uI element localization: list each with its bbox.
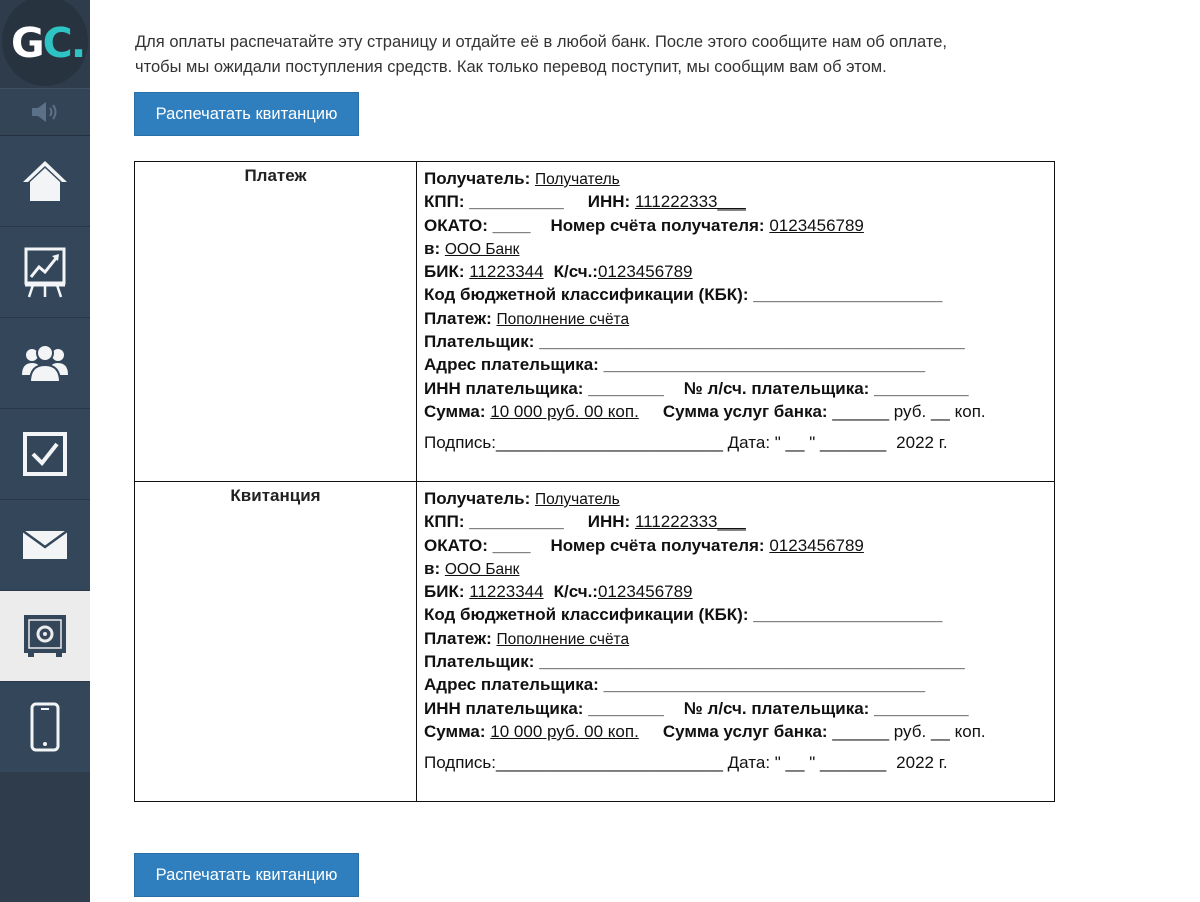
checkbox-icon — [22, 431, 68, 477]
ks-value: 0123456789 — [597, 582, 693, 602]
account-value: 0123456789 — [769, 215, 864, 235]
sidebar-item-tasks[interactable] — [0, 409, 90, 500]
speaker-icon — [30, 101, 60, 123]
sidebar-filler — [0, 772, 90, 902]
ks-value: 0123456789 — [597, 262, 693, 282]
receipt-details: Получатель: Получатель КПП: __________ ИНН: 111222333___ ОКАТО: ____ Номер счёта получателя: 0123456789 в: ООО Банк БИК: 11223344 К/сч.:0123456789 Код бюджетной классификации (КБК): ____________________ Платеж: Пополнение счёта Плательщик: _____________________________________________ Адрес плательщика: __________________________________ ИНН плательщика: ________ № л/сч. плательщика: __________ Сумма: 10 000 руб. 00 коп. Сумма услуг банка: ______ руб. __ коп. Подпись:________________________ Дата: " __ " _______ 2022 г. — [417, 482, 1055, 802]
envelope-icon — [22, 529, 68, 561]
bank-value: ООО Банк — [444, 240, 520, 258]
receipt-table — [134, 161, 1055, 802]
logo-text: GC. — [11, 19, 85, 67]
print-receipt-button-bottom[interactable]: Распечатать квитанцию — [134, 853, 359, 897]
receipt-row — [135, 482, 1055, 802]
home-icon — [20, 158, 70, 204]
sidebar-item-mail[interactable] — [0, 500, 90, 591]
payment-row — [135, 162, 1055, 482]
sidebar-item-chart[interactable] — [0, 227, 90, 318]
receipt-title: Квитанция — [135, 482, 417, 802]
intro-text — [135, 30, 1035, 80]
payment-details: Получатель: Получатель КПП: __________ ИНН: 111222333___ ОКАТО: ____ Номер счёта получателя: 0123456789 в: ООО Банк БИК: 11223344 К/сч.:0123456789 Код бюджетной классификации (КБК): ____________________ Платеж: Пополнение счёта Плательщик: _____________________________________________ Адрес плательщика: __________________________________ ИНН плательщика: ________ № л/сч. плательщика: __________ Сумма: 10 000 руб. 00 коп. Сумма услуг банка: ______ руб. __ коп. Подпись:________________________ Дата: " __ " _______ 2022 г. — [417, 162, 1055, 482]
account-value: 0123456789 — [769, 535, 864, 555]
recipient-value: Получатель — [534, 491, 620, 508]
bik-value: 11223344 — [469, 262, 544, 282]
inn-value: 111222333___ — [634, 512, 746, 532]
sidebar-item-mobile[interactable] — [0, 682, 90, 773]
payment-title: Платеж — [135, 162, 417, 482]
inn-value: 111222333___ — [634, 192, 746, 212]
payment-purpose-value: Пополнение счёта — [496, 310, 630, 328]
users-icon — [20, 343, 70, 383]
print-receipt-button-top[interactable]: Распечатать квитанцию — [134, 92, 359, 136]
sidebar-item-safe[interactable] — [0, 591, 90, 682]
sound-toggle[interactable] — [0, 88, 90, 136]
presentation-chart-icon — [23, 245, 67, 299]
bik-value: 11223344 — [469, 582, 544, 602]
sidebar-item-home[interactable] — [0, 136, 90, 227]
sum-value: 10 000 руб. 00 коп. — [490, 721, 639, 741]
payment-purpose-value: Пополнение счёта — [496, 630, 630, 648]
sidebar-item-users[interactable] — [0, 318, 90, 409]
sum-value: 10 000 руб. 00 коп. — [490, 401, 639, 421]
mobile-icon — [30, 702, 60, 752]
logo[interactable] — [0, 0, 90, 88]
intro-line-1: Для оплаты распечатайте эту страницу и отдайте её в любой банк. После этого сообщите нам об оплате, — [135, 33, 947, 51]
recipient-value: Получатель — [534, 171, 620, 188]
bank-value: ООО Банк — [444, 560, 520, 578]
safe-icon — [22, 613, 68, 659]
sidebar — [0, 0, 90, 902]
intro-line-2: чтобы мы ожидали поступления средств. Как только перевод поступит, мы сообщим вам об этом. — [135, 58, 887, 76]
